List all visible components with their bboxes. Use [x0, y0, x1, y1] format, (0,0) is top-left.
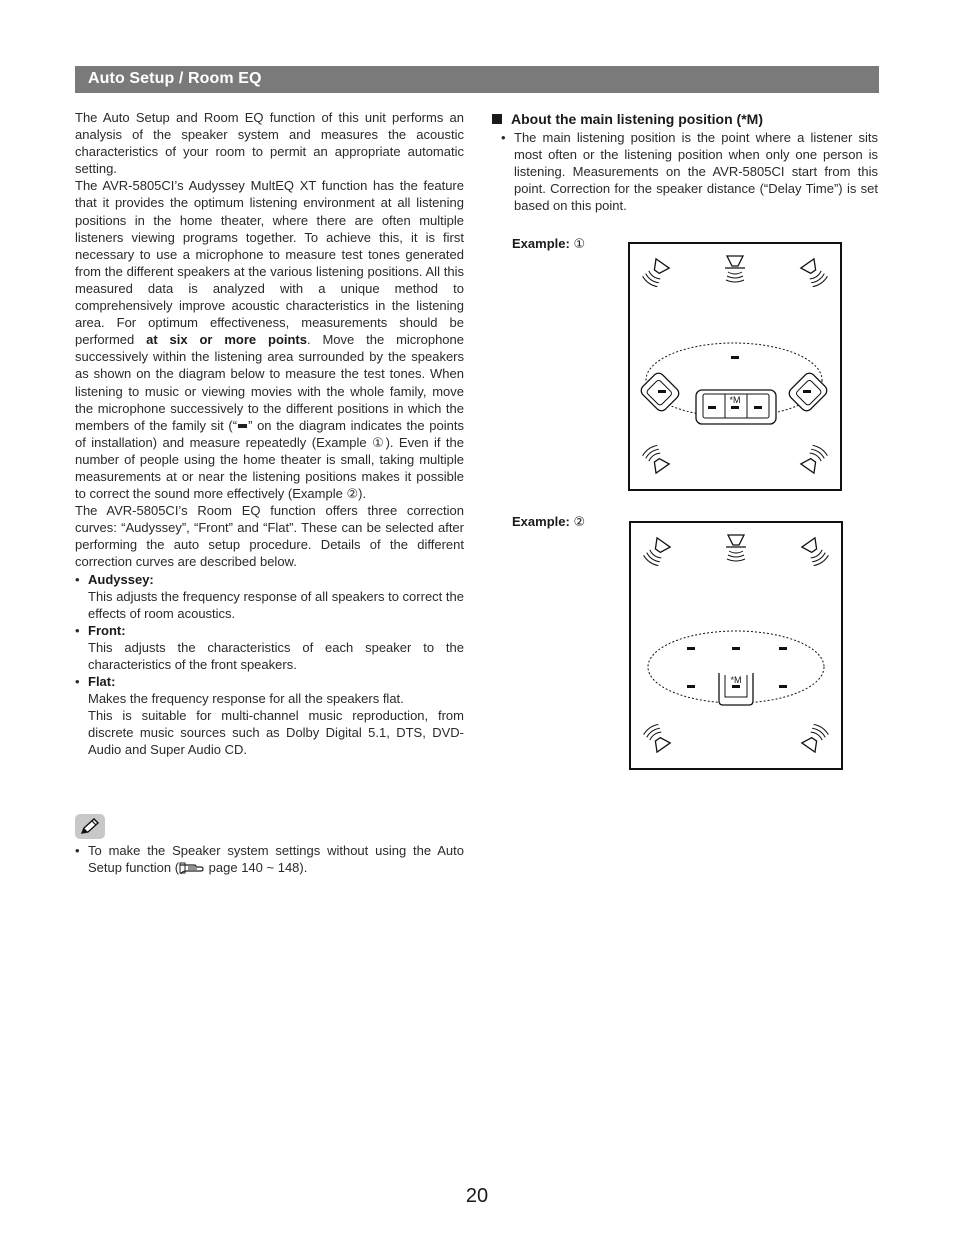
- bullet-dot: •: [75, 571, 80, 587]
- example-2-diagram: [629, 521, 843, 770]
- front-right-speaker-icon: [801, 537, 830, 567]
- measurement-point-marker-icon: [779, 647, 787, 650]
- example-1-label: Example: ①: [512, 236, 586, 251]
- pointing-hand-icon: [179, 861, 205, 879]
- measurement-point-marker-icon: [687, 685, 695, 688]
- multeq-paragraph: The AVR-5805CI’s Audyssey MultEQ XT function has the feature that it provides the optimum listening environment at all listening positions in the home theater, where there are often multiple listeners viewing programs together. To achieve this, it is first necessary to use a microphone to measure test tones generated from the different speakers at the various listening positions. All this measured data is analyzed with a unique method to comprehensively improve acoustic characteristics in the listening area. For optimum effectiveness, measurements should be performed at six or more points. Move the microphone successively within the listening area surrounded by the speakers as shown on the diagram below to measure the test tones. When listening to music or viewing movies with the whole family, move the microphone successively to the different positions in which the members of the family sit (“ ” on the diagram indicates the points of installation) and measure repeatedly (Example ①). Even if the number of people using the home theater is small, taking multiple measurements at or near the listening positions makes it possible to correct the sound more effectively (Example ②).: [75, 178, 465, 502]
- curve-item-flat: [75, 673, 464, 690]
- measurement-point-marker-icon: [238, 424, 247, 428]
- page-number: 20: [465, 1185, 489, 1207]
- left-column: [75, 109, 464, 759]
- curve-description: This adjusts the frequency response of all speakers to correct the effects of room acoustics.: [88, 588, 464, 621]
- curve-description: This is suitable for multi-channel music reproduction, from discrete music sources such as Dolby Digital 5.1, DTS, DVD-Audio and Super Audio CD.: [88, 708, 464, 758]
- curve-description: This adjusts the characteristics of each speaker to the characteristics of the front speakers.: [88, 639, 464, 672]
- pencil-icon: [75, 814, 105, 839]
- measurement-point-marker-icon: [754, 406, 762, 409]
- surround-right-speaker-icon: [800, 444, 829, 474]
- front-left-speaker-icon: [641, 258, 670, 288]
- front-right-speaker-icon: [800, 258, 829, 288]
- curve-item-front: [75, 622, 464, 639]
- bullet-dot: •: [75, 622, 80, 638]
- surround-right-speaker-icon: [801, 723, 830, 753]
- curve-description: Makes the frequency response for all the speakers flat.: [88, 691, 404, 707]
- note-text: [75, 842, 464, 879]
- right-column: [492, 111, 878, 215]
- center-speaker-icon: [726, 535, 746, 561]
- curve-label: Flat:: [88, 674, 116, 690]
- measurement-point-marker-icon: [732, 647, 740, 650]
- bullet-dot: •: [75, 674, 80, 690]
- measurement-point-marker-icon: [803, 390, 811, 393]
- main-position-label: *M: [730, 675, 742, 685]
- measurement-point-marker-icon: [731, 356, 739, 359]
- curve-label: Front:: [88, 622, 126, 638]
- main-position-label: *M: [729, 395, 741, 405]
- room-eq-paragraph: The AVR-5805CI’s Room EQ function offers three correction curves: “Audyssey”, “Front” and “Flat”. These can be selected after performing the auto setup procedure. Details of the different correction curves are described below.: [75, 503, 464, 570]
- main-position-marker-icon: [731, 406, 739, 409]
- curve-item-audyssey: [75, 571, 464, 588]
- main-position-marker-icon: [732, 685, 740, 688]
- measurement-point-marker-icon: [687, 647, 695, 650]
- square-bullet-icon: [492, 114, 502, 124]
- measurement-point-marker-icon: [779, 685, 787, 688]
- listening-position-body: • The main listening position is the point where a listener sits most often or the listening position when only one person is listening. Measurements on the AVR-5805CI start from this point. Correction for the speaker distance (“Delay Time”) is set based on this point.: [501, 130, 878, 214]
- center-speaker-icon: [725, 256, 745, 282]
- example-2-label: Example: ②: [512, 514, 586, 529]
- measurement-point-marker-icon: [708, 406, 716, 409]
- six-points-emphasis: at six or more points: [146, 332, 307, 348]
- note-item: • To make the Speaker system settings without using the Auto Setup function ( page 140 ~ 148).: [75, 842, 464, 879]
- measurement-point-marker-icon: [658, 390, 666, 393]
- intro-paragraph: The Auto Setup and Room EQ function of this unit performs an analysis of the speaker system and measures the acoustic characteristics of your room to permit an appropriate automatic setting.: [75, 110, 464, 177]
- curve-label: Audyssey:: [88, 571, 154, 587]
- surround-left-speaker-icon: [641, 444, 670, 474]
- section-header-bar: [75, 66, 879, 93]
- front-left-speaker-icon: [642, 537, 671, 567]
- section-title: Auto Setup / Room EQ: [88, 70, 262, 87]
- listening-position-heading: About the main listening position (*M): [492, 111, 878, 128]
- surround-left-speaker-icon: [642, 723, 671, 753]
- example-1-diagram: [628, 242, 842, 491]
